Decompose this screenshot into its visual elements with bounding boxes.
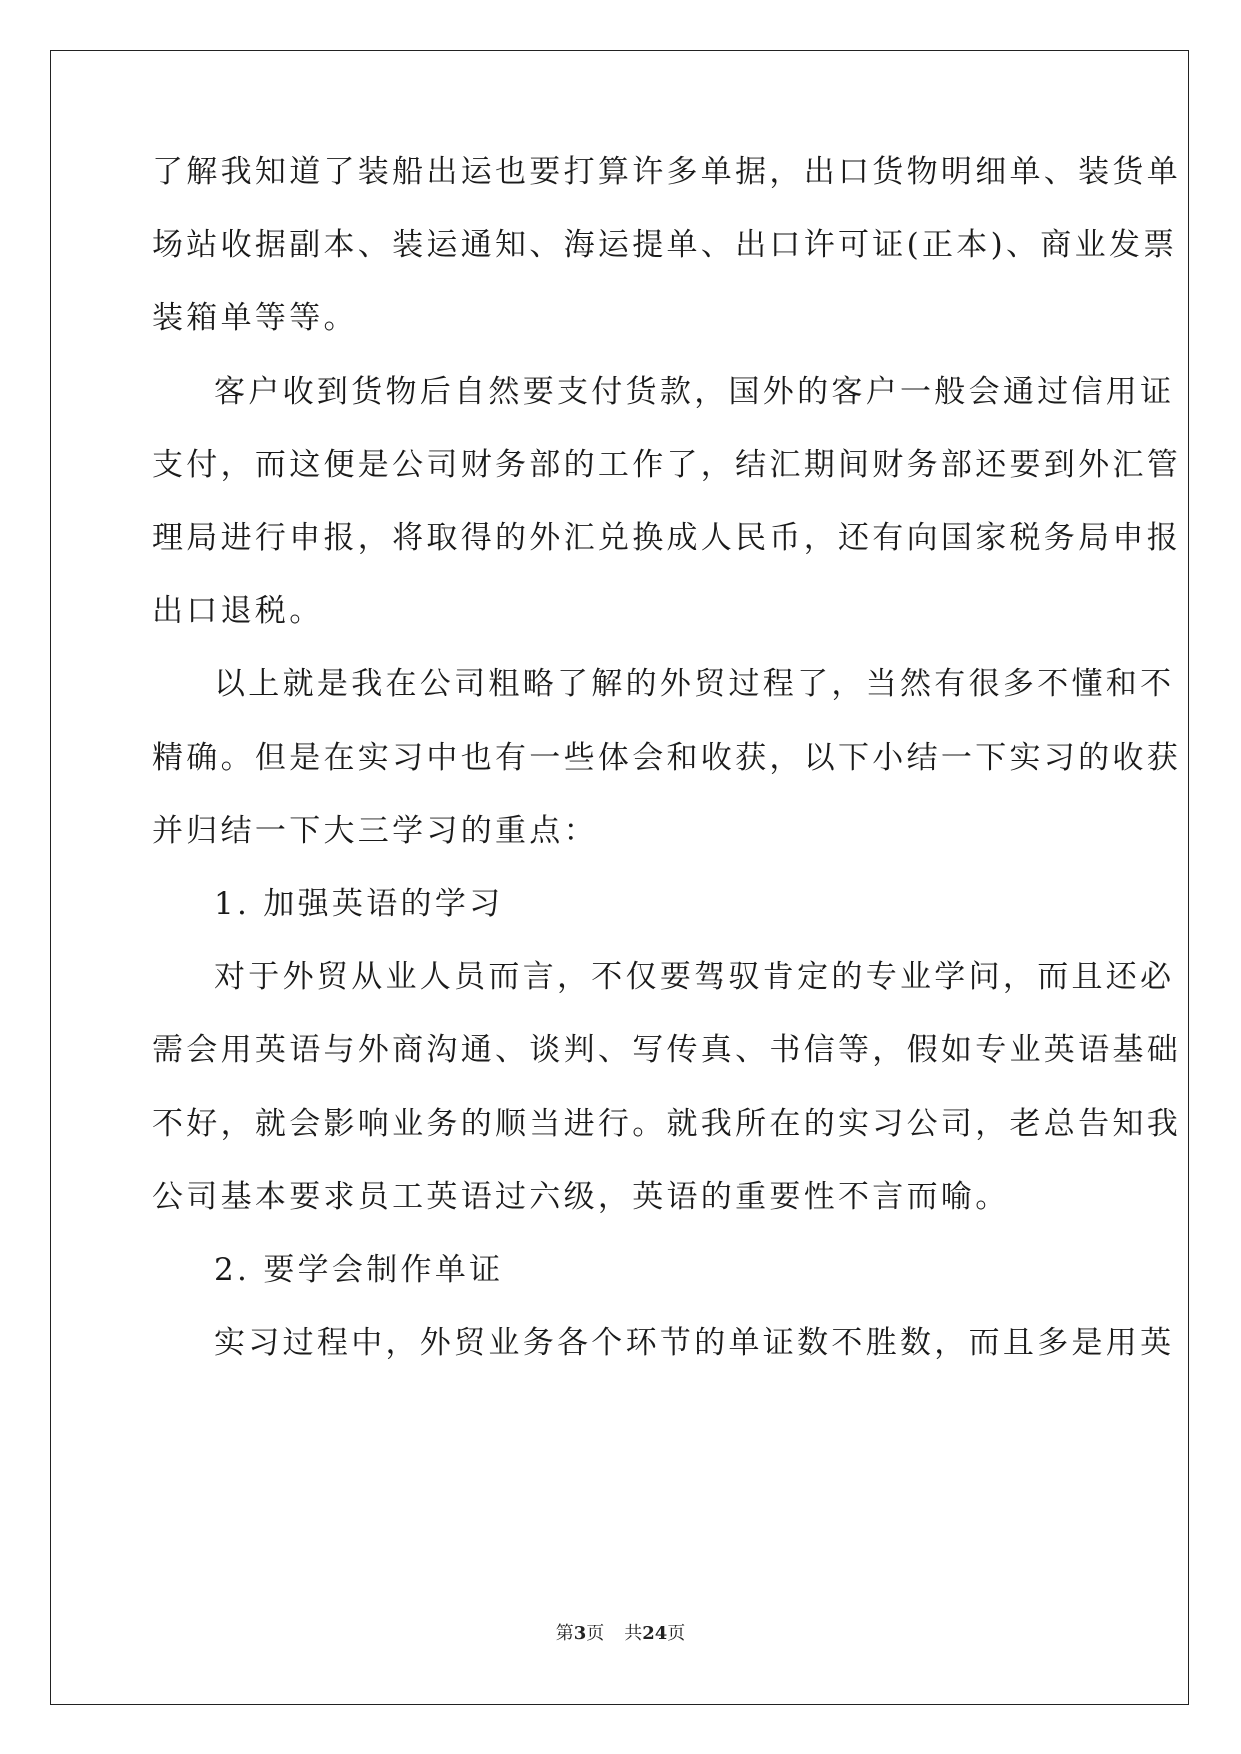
text-line: 装箱单等等。 [152, 300, 358, 336]
text-line: 对于外贸从业人员而言，不仅要驾驭肯定的专业学问，而且还必 [214, 959, 1175, 995]
page-prefix: 第 [555, 1623, 574, 1644]
text-line: 理局进行申报，将取得的外汇兑换成人民币，还有向国家税务局申报 [152, 520, 1181, 556]
section-heading: 1. 加强英语的学习 [214, 886, 504, 922]
text-line: 以上就是我在公司粗略了解的外贸过程了，当然有很多不懂和不 [214, 666, 1175, 702]
text-line: 不好，就会影响业务的顺当进行。就我所在的实习公司，老总告知我 [152, 1106, 1181, 1142]
text-line: 并归结一下大三学习的重点： [152, 813, 598, 849]
text-line: 客户收到货物后自然要支付货款，国外的客户一般会通过信用证 [214, 374, 1175, 410]
total-pages: 24 [642, 1623, 668, 1644]
text-line: 实习过程中，外贸业务各个环节的单证数不胜数，而且多是用英 [214, 1325, 1175, 1361]
text-line: 精确。但是在实习中也有一些体会和收获，以下小结一下实习的收获 [152, 740, 1181, 776]
text-line: 公司基本要求员工英语过六级，英语的重要性不言而喻。 [152, 1179, 1010, 1215]
section-heading: 2. 要学会制作单证 [214, 1252, 504, 1288]
text-line: 需会用英语与外商沟通、谈判、写传真、书信等，假如专业英语基础 [152, 1032, 1181, 1068]
text-line: 了解我知道了装船出运也要打算许多单据，出口货物明细单、装货单 [152, 154, 1181, 190]
text-line: 支付，而这便是公司财务部的工作了，结汇期间财务部还要到外汇管 [152, 447, 1181, 483]
page-footer [0, 1622, 1241, 1646]
text-line: 场站收据副本、装运通知、海运提单、出口许可证(正本)、商业发票 [152, 227, 1178, 263]
page-suffix: 页 [586, 1623, 605, 1644]
total-prefix: 共 [624, 1623, 643, 1644]
text-line: 出口退税。 [152, 593, 324, 629]
page-number: 3 [573, 1623, 587, 1644]
total-suffix: 页 [667, 1623, 686, 1644]
